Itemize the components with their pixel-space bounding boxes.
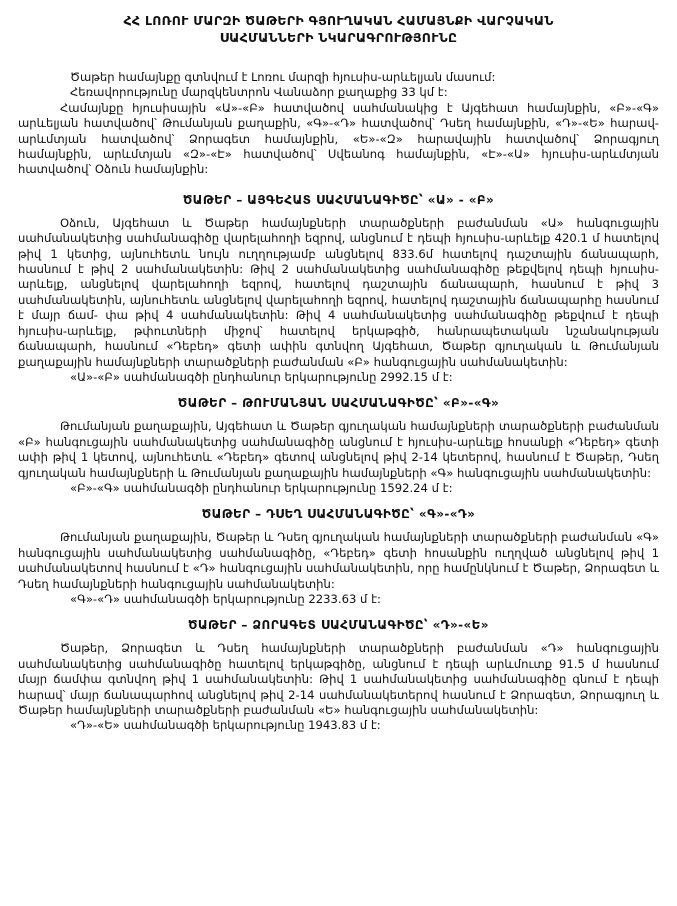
intro-borders: Համայնքը հյուսիսային «Ա»-«Բ» հատվածով սահմանակից է Այգեհատ համայնքին, «Բ»-«Գ» արևելյան հատվածով՝ Թումանյան քաղաքին, «Գ»-«Դ» հատվածով՝ Դսեղ համայնքին, «Դ»-«Ե» հարավ-արևմտյան հատվածով՝ Ձորագետ համայնքին, «Ե»-«Զ» հարավային հատվածով՝ Ձորագյուղ համայնքին, արևմտյան «Զ»-«Է» հատվածով՝ Սվեանոգ համայնքին, «Է»-«Ա» հյուսիս-արևմտյան հատվածով՝ Օձուն համայնքին: [18,100,659,177]
section-heading-ab: ԾԱԹԵՐ – ԱՅԳԵՀԱՏ ՍԱՀՄԱՆԱԳԻԾԸ՝ «Ա» - «Բ» [182,192,495,207]
document-title-line-1: ՀՀ ԼՈՌՈՒ ՄԱՐԶԻ ԾԱԹԵՐԻ ԳՅՈՒՂԱԿԱՆ ՀԱՄԱՅՆՔԻ ՎԱՐՉԱԿԱՆ [123,13,554,28]
section-heading-de: ԾԱԹԵՐ – ՁՈՐԱԳԵՏ ՍԱՀՄԱՆԱԳԻԾԸ՝ «Դ»-«Ե» [188,618,489,633]
section-body-gd: Թումանյան քաղաքային, Ծաթեր և Դսեղ գյուղական համայնքների տարածքների բաժանման «Գ» հանգուցային սահմանակետից սահմանագիծը, «Դեբեդ» գետի հոսանքին ուղղված անցնելով թիվ 1 սահմանակետով հասնում է «Դ» հանգուցային սահմանակետին, որը համընկնում է Ծաթեր, Ձորագետ և Դսեղ համայնքների հանգուցային սահմանակետին: [18,530,659,591]
intro-location: Ծաթեր համայնքը գտնվում է Լոռու մարզի հյուսիս-արևելյան մասում: [70,70,496,84]
section-heading-bg: ԾԱԹԵՐ – ԹՈՒՄԱՆՅԱՆ ՍԱՀՄԱՆԱԳԻԾԸ՝ «Բ»-«Գ» [177,396,500,411]
intro-distance: Հեռավորությունը մարզկենտրոն Վանաձոր քաղաքից 33 կմ է: [70,85,448,100]
document-title-line-2: ՍԱՀՄԱՆՆԵՐԻ ՆԿԱՐԱԳՐՈՒԹՅՈՒՆԸ [219,30,458,45]
section-body-ab: Օձուն, Այգեհատ և Ծաթեր համայնքների տարածքների բաժանման «Ա» հանգուցային սահմանակետից սահմանագիծը վարելահողի եզրով, անցնում է դեպի հյուսիս-արևելք 420.1 մ հատելով թիվ 1 կետից, այնուհետև նույն ուղղությամբ անցնելով 833.6մ հատելով դաշտային ճանապարհ, հասնում է թիվ 2 սահմանակետին: Թիվ 2 սահմանակետից սահմանագիծը թեքվելով դեպի հյուսիս-արևելք, անցնելով վարելահողի եզրով, հատելով դաշտային ճանապարհ, հասնում է թիվ 3 սահմանակետին, այնուհետև անցնելով վարելահողի եզրով, հատելով դաշտային ճանապարհը հասնում է մայր ճամ- փա թիվ 4 սահմանակետին: Թիվ 4 սահմանակետից սահմանագիծը թեքվում է դեպի հյուսիս-արևելք, թփուտների միջով՝ հատելով երկաթգիծ, հանրապետական նշանակության ճանապարհ, հասնում «Դեբեդ» գետի ափին գտնվող Այգեհատ, Ծաթեր գյուղական և Թումանյան քաղաքային համայնքների տարածքների բաժանման «Բ» հանգուցային սահմանակետին: [18,215,659,369]
section-body-de: Ծաթեր, Ձորագետ և Դսեղ համայնքների տարածքների բաժանման «Դ» հանգուցային սահմանակետից սահմանագիծը հատելով երկաթգիծը, անցնում է դեպի արևմուտք 91.5 մ հասնում մայր ճամփա գտնվող թիվ 1 սահմանակետին: Թիվ 1 սահմանակետից սահմանագիծը գնում է դեպի հարավ՝ մայր ճանապարհով անցնելով թիվ 2-14 սահմանակետերով հասնում է Ձորագետ, Ձորագյուղ և Ծաթեր համայնքների տարածքների բաժանման «Ե» հանգուցային սահմանակետին: [18,641,659,717]
section-length-bg: «Բ»-«Գ» սահմանագծի ընդհանուր երկարությունը 1592.24 մ է: [70,480,453,495]
section-length-de: «Դ»-«Ե» սահմանագծի երկարությունը 1943.83 մ է: [70,718,381,733]
section-length-gd: «Գ»-«Դ» սահմանագծի երկարությունը 2233.63 մ է: [70,591,381,606]
document-title [18,12,659,46]
section-body-bg: Թումանյան քաղաքային, Այգեհատ և Ծաթեր գյուղական համայնքների տարածքների բաժանման «Բ» հանգուցային սահմանակետից սահմանագիծը անցնում է հյուսիս-արևելք հոսանքի «Դեբեդ» գետի ափի թիվ 1 կետով, այնուհետև «Դեբեդ» գետով անցնելով թիվ 2-14 կետերով, հասնում է Ծաթեր, Դսեղ գյուղական համայնքների և Թումանյան քաղաքային համայնքների «Գ» հանգուցային սահմանակետին: [18,419,659,480]
section-heading-gd: ԾԱԹԵՐ – ԴՍԵՂ ՍԱՀՄԱՆԱԳԻԾԸ՝ «Գ»-«Դ» [201,507,476,522]
section-length-ab: «Ա»-«Բ» սահմանագծի ընդհանուր երկարությունը 2992.15 մ է: [70,369,453,384]
